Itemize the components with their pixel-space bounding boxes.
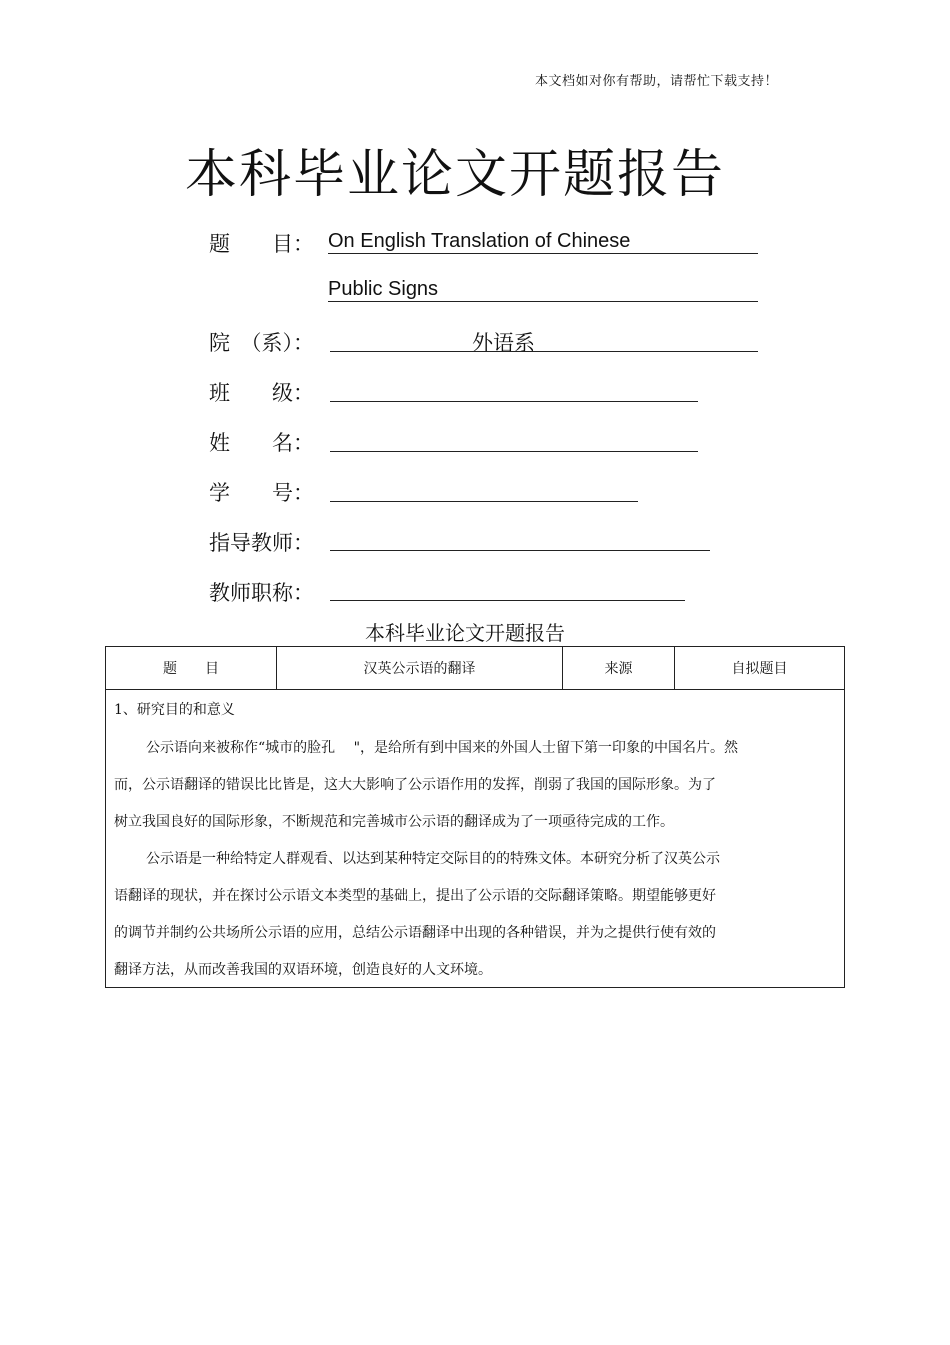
paragraph-line: 语翻译的现状，并在探讨公示语文本类型的基础上，提出了公示语的交际翻译策略。期望能够更好 [114,888,716,904]
student-id-label: 学 号： [209,481,314,505]
advisor-title-label: 教师职称： [209,581,314,605]
student-id-underline [330,501,638,502]
topic-label: 题 目： [209,232,314,256]
topic-underline-1 [328,253,758,254]
topic-value-line2: Public Signs [328,278,439,300]
source-value-cell: 自拟题目 [731,661,788,677]
name-label: 姓 名： [209,431,314,455]
paragraph-line: 翻译方法，从而改善我国的双语环境，创造良好的人文环境。 [114,962,492,978]
paragraph-line: 公示语向来被称作“城市的脸孔 "，是给所有到中国来的外国人士留下第一印象的中国名片。然 [146,740,739,756]
table-row-divider [106,689,844,690]
advisor-underline [330,550,710,551]
topic-value-cell: 汉英公示语的翻译 [277,647,563,689]
topic-header-cell: 题 目 [106,647,277,689]
name-underline [330,451,698,452]
department-value: 外语系 [472,331,535,355]
section-heading: 1、研究目的和意义 [114,702,235,718]
paragraph-line: 公示语是一种给特定人群观看、以达到某种特定交际目的的特殊文体。本研究分析了汉英公示 [146,851,720,867]
advisor-title-underline [330,600,685,601]
paragraph-line: 而，公示语翻译的错误比比皆是，这大大影响了公示语作用的发挥，削弱了我国的国际形象。为了 [114,777,716,793]
department-underline [330,351,758,352]
class-underline [330,401,698,402]
table-title: 本科毕业论文开题报告 [365,621,565,645]
class-label: 班 级： [209,381,314,405]
header-note: 本文档如对你有帮助，请帮忙下载支持！ [535,74,779,89]
paragraph-line: 树立我国良好的国际形象，不断规范和完善城市公示语的翻译成为了一项亟待完成的工作。 [114,814,674,830]
report-table [105,646,845,988]
department-label: 院 （系）： [209,331,314,355]
paragraph-line: 的调节并制约公共场所公示语的应用，总结公示语翻译中出现的各种错误，并为之提供行使有效的 [114,925,716,941]
source-header-cell: 来源 [563,647,675,689]
topic-underline-2 [328,301,758,302]
topic-value-line1: On English Translation of Chinese [328,230,631,252]
page-title: 本科毕业论文开题报告 [184,145,725,205]
advisor-label: 指导教师： [209,531,314,555]
